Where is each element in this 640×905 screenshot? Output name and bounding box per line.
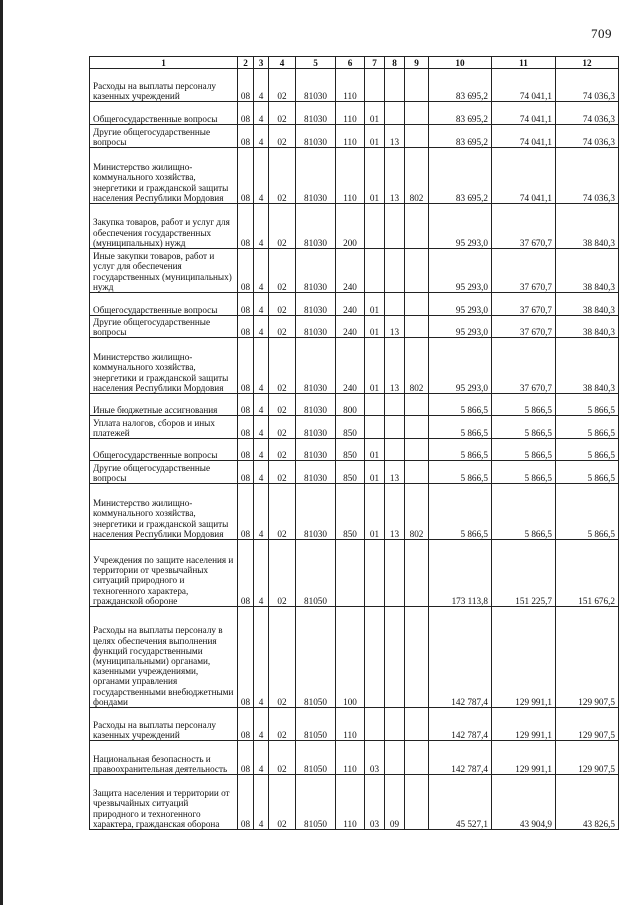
cell-section	[365, 249, 385, 293]
cell-subsection-code	[385, 540, 405, 607]
cell-direction: 81030	[296, 148, 336, 204]
cell-name: Учреждения по защите населения и территории от чрезвычайных ситуаций природного и техногенного характера, гражданской обороне	[90, 540, 238, 607]
column-header-6: 6	[336, 57, 365, 69]
cell-program: 02	[269, 708, 296, 741]
cell-expense-type: 240	[336, 249, 365, 293]
cell-ministry	[405, 708, 429, 741]
cell-sum-2023: 95 293,0	[429, 204, 492, 249]
cell-sum-2025: 38 840,3	[556, 338, 619, 394]
cell-subsection-code	[385, 741, 405, 775]
cell-section: 01	[365, 148, 385, 204]
cell-sum-2024: 37 670,7	[492, 293, 556, 316]
cell-sum-2024: 37 670,7	[492, 204, 556, 249]
cell-subsection: 4	[254, 69, 269, 102]
cell-name: Другие общегосударственные вопросы	[90, 316, 238, 338]
cell-expense-type: 850	[336, 439, 365, 461]
cell-name: Другие общегосударственные вопросы	[90, 125, 238, 148]
cell-direction: 81030	[296, 394, 336, 416]
cell-razdel: 08	[238, 316, 254, 338]
cell-ministry	[405, 439, 429, 461]
cell-expense-type	[336, 540, 365, 607]
cell-subsection: 4	[254, 741, 269, 775]
cell-subsection-code	[385, 416, 405, 439]
cell-sum-2023: 5 866,5	[429, 394, 492, 416]
cell-subsection: 4	[254, 293, 269, 316]
cell-program: 02	[269, 125, 296, 148]
cell-ministry: 802	[405, 338, 429, 394]
cell-section	[365, 394, 385, 416]
cell-program: 02	[269, 293, 296, 316]
cell-subsection: 4	[254, 439, 269, 461]
table-row	[90, 102, 619, 125]
cell-name: Национальная безопасность и правоохранительная деятельность	[90, 741, 238, 775]
cell-section: 03	[365, 741, 385, 775]
cell-direction: 81050	[296, 708, 336, 741]
column-header-3: 3	[254, 57, 269, 69]
cell-direction: 81030	[296, 338, 336, 394]
cell-subsection: 4	[254, 204, 269, 249]
cell-section: 01	[365, 316, 385, 338]
cell-razdel: 08	[238, 484, 254, 540]
cell-expense-type: 800	[336, 394, 365, 416]
cell-sum-2024: 74 041,1	[492, 148, 556, 204]
cell-ministry	[405, 540, 429, 607]
cell-sum-2025: 129 907,5	[556, 607, 619, 708]
cell-sum-2024: 5 866,5	[492, 484, 556, 540]
cell-section	[365, 204, 385, 249]
cell-subsection: 4	[254, 775, 269, 830]
cell-subsection-code: 13	[385, 148, 405, 204]
column-header-5: 5	[296, 57, 336, 69]
cell-sum-2025: 74 036,3	[556, 125, 619, 148]
table-row	[90, 439, 619, 461]
cell-program: 02	[269, 338, 296, 394]
cell-section: 03	[365, 775, 385, 830]
cell-name: Уплата налогов, сборов и иных платежей	[90, 416, 238, 439]
cell-razdel: 08	[238, 293, 254, 316]
cell-sum-2023: 142 787,4	[429, 708, 492, 741]
table-row	[90, 338, 619, 394]
cell-section: 01	[365, 102, 385, 125]
table-row	[90, 316, 619, 338]
cell-sum-2025: 5 866,5	[556, 394, 619, 416]
cell-program: 02	[269, 461, 296, 484]
cell-subsection: 4	[254, 708, 269, 741]
cell-sum-2025: 38 840,3	[556, 204, 619, 249]
cell-name: Другие общегосударственные вопросы	[90, 461, 238, 484]
table-row	[90, 775, 619, 830]
cell-sum-2024: 74 041,1	[492, 125, 556, 148]
column-header-1: 1	[90, 57, 238, 69]
cell-program: 02	[269, 204, 296, 249]
cell-sum-2024: 151 225,7	[492, 540, 556, 607]
cell-section	[365, 540, 385, 607]
cell-subsection: 4	[254, 416, 269, 439]
cell-name: Иные бюджетные ассигнования	[90, 394, 238, 416]
cell-ministry	[405, 125, 429, 148]
cell-name: Иные закупки товаров, работ и услуг для обеспечения государственных (муниципальных) нужд	[90, 249, 238, 293]
column-header-12: 12	[556, 57, 619, 69]
cell-expense-type: 240	[336, 338, 365, 394]
cell-section: 01	[365, 461, 385, 484]
cell-expense-type: 110	[336, 102, 365, 125]
cell-sum-2024: 129 991,1	[492, 708, 556, 741]
cell-direction: 81030	[296, 316, 336, 338]
cell-sum-2025: 74 036,3	[556, 102, 619, 125]
cell-sum-2025: 151 676,2	[556, 540, 619, 607]
cell-sum-2025: 38 840,3	[556, 293, 619, 316]
cell-sum-2023: 45 527,1	[429, 775, 492, 830]
cell-direction: 81030	[296, 439, 336, 461]
cell-razdel: 08	[238, 204, 254, 249]
cell-direction: 81030	[296, 69, 336, 102]
cell-razdel: 08	[238, 540, 254, 607]
cell-sum-2025: 129 907,5	[556, 708, 619, 741]
cell-subsection-code: 13	[385, 316, 405, 338]
cell-ministry	[405, 102, 429, 125]
table-row	[90, 69, 619, 102]
cell-sum-2023: 95 293,0	[429, 316, 492, 338]
cell-subsection: 4	[254, 540, 269, 607]
cell-subsection-code: 13	[385, 125, 405, 148]
column-header-11: 11	[492, 57, 556, 69]
cell-ministry	[405, 741, 429, 775]
cell-sum-2025: 5 866,5	[556, 416, 619, 439]
table-row	[90, 293, 619, 316]
cell-direction: 81030	[296, 484, 336, 540]
cell-program: 02	[269, 416, 296, 439]
cell-expense-type: 850	[336, 484, 365, 540]
cell-direction: 81050	[296, 540, 336, 607]
table-row	[90, 148, 619, 204]
cell-sum-2023: 142 787,4	[429, 741, 492, 775]
cell-sum-2023: 83 695,2	[429, 148, 492, 204]
table-row	[90, 607, 619, 708]
cell-ministry	[405, 607, 429, 708]
cell-subsection-code: 09	[385, 775, 405, 830]
table-row	[90, 125, 619, 148]
table-row	[90, 416, 619, 439]
cell-ministry	[405, 461, 429, 484]
cell-sum-2023: 5 866,5	[429, 484, 492, 540]
cell-sum-2024: 5 866,5	[492, 394, 556, 416]
cell-subsection: 4	[254, 102, 269, 125]
table-row	[90, 741, 619, 775]
table-row	[90, 394, 619, 416]
cell-program: 02	[269, 316, 296, 338]
cell-name: Общегосударственные вопросы	[90, 102, 238, 125]
column-header-4: 4	[269, 57, 296, 69]
cell-expense-type: 240	[336, 316, 365, 338]
cell-sum-2023: 5 866,5	[429, 439, 492, 461]
cell-sum-2024: 5 866,5	[492, 439, 556, 461]
cell-subsection-code	[385, 439, 405, 461]
cell-section	[365, 708, 385, 741]
cell-name: Министерство жилищно-коммунального хозяйства, энергетики и гражданской защиты населения Республики Мордовия	[90, 148, 238, 204]
cell-razdel: 08	[238, 394, 254, 416]
table-row	[90, 484, 619, 540]
cell-razdel: 08	[238, 125, 254, 148]
cell-sum-2025: 74 036,3	[556, 69, 619, 102]
cell-expense-type: 110	[336, 708, 365, 741]
budget-table-wrapper	[89, 56, 619, 830]
cell-sum-2023: 173 113,8	[429, 540, 492, 607]
cell-sum-2024: 74 041,1	[492, 102, 556, 125]
cell-sum-2025: 38 840,3	[556, 316, 619, 338]
cell-program: 02	[269, 540, 296, 607]
cell-ministry: 802	[405, 148, 429, 204]
cell-sum-2024: 74 041,1	[492, 69, 556, 102]
cell-section	[365, 416, 385, 439]
cell-subsection: 4	[254, 316, 269, 338]
cell-sum-2023: 83 695,2	[429, 102, 492, 125]
cell-section: 01	[365, 125, 385, 148]
cell-subsection: 4	[254, 607, 269, 708]
cell-name: Министерство жилищно-коммунального хозяйства, энергетики и гражданской защиты населения Республики Мордовия	[90, 338, 238, 394]
page-number: 709	[591, 26, 612, 41]
cell-sum-2024: 5 866,5	[492, 461, 556, 484]
cell-sum-2023: 83 695,2	[429, 125, 492, 148]
cell-direction: 81030	[296, 461, 336, 484]
cell-section	[365, 69, 385, 102]
cell-subsection: 4	[254, 484, 269, 540]
table-body	[90, 69, 619, 830]
cell-program: 02	[269, 775, 296, 830]
cell-section: 01	[365, 484, 385, 540]
cell-name: Общегосударственные вопросы	[90, 293, 238, 316]
header-row	[90, 57, 619, 69]
cell-direction: 81030	[296, 416, 336, 439]
cell-sum-2025: 74 036,3	[556, 148, 619, 204]
cell-subsection-code	[385, 394, 405, 416]
cell-expense-type: 110	[336, 125, 365, 148]
cell-sum-2024: 129 991,1	[492, 607, 556, 708]
scan-edge	[0, 0, 3, 905]
cell-sum-2024: 37 670,7	[492, 249, 556, 293]
cell-expense-type: 200	[336, 204, 365, 249]
cell-expense-type: 110	[336, 775, 365, 830]
cell-subsection-code	[385, 708, 405, 741]
cell-ministry	[405, 394, 429, 416]
cell-subsection: 4	[254, 394, 269, 416]
cell-expense-type: 100	[336, 607, 365, 708]
cell-program: 02	[269, 148, 296, 204]
cell-subsection-code	[385, 102, 405, 125]
cell-razdel: 08	[238, 102, 254, 125]
cell-section: 01	[365, 439, 385, 461]
cell-program: 02	[269, 439, 296, 461]
cell-subsection-code: 13	[385, 484, 405, 540]
cell-sum-2025: 5 866,5	[556, 439, 619, 461]
cell-ministry	[405, 775, 429, 830]
cell-program: 02	[269, 249, 296, 293]
cell-name: Общегосударственные вопросы	[90, 439, 238, 461]
cell-expense-type: 240	[336, 293, 365, 316]
cell-razdel: 08	[238, 338, 254, 394]
cell-direction: 81050	[296, 607, 336, 708]
cell-razdel: 08	[238, 439, 254, 461]
cell-razdel: 08	[238, 148, 254, 204]
cell-ministry	[405, 204, 429, 249]
cell-name: Расходы на выплаты персоналу в целях обеспечения выполнения функций государственными (муниципальными) органами, казенными учреждениями, органами управления государственными внебюджетными фондами	[90, 607, 238, 708]
cell-sum-2025: 5 866,5	[556, 484, 619, 540]
table-row	[90, 204, 619, 249]
cell-sum-2024: 129 991,1	[492, 741, 556, 775]
cell-ministry: 802	[405, 484, 429, 540]
cell-direction: 81030	[296, 249, 336, 293]
column-header-8: 8	[385, 57, 405, 69]
cell-expense-type: 850	[336, 416, 365, 439]
cell-sum-2024: 37 670,7	[492, 338, 556, 394]
cell-sum-2023: 95 293,0	[429, 293, 492, 316]
cell-subsection-code: 13	[385, 461, 405, 484]
cell-sum-2025: 5 866,5	[556, 461, 619, 484]
cell-razdel: 08	[238, 69, 254, 102]
cell-subsection: 4	[254, 338, 269, 394]
column-header-7: 7	[365, 57, 385, 69]
cell-direction: 81050	[296, 741, 336, 775]
cell-sum-2025: 129 907,5	[556, 741, 619, 775]
cell-razdel: 08	[238, 461, 254, 484]
cell-direction: 81030	[296, 102, 336, 125]
cell-ministry	[405, 249, 429, 293]
cell-subsection-code	[385, 607, 405, 708]
cell-subsection: 4	[254, 461, 269, 484]
cell-expense-type: 110	[336, 148, 365, 204]
cell-program: 02	[269, 484, 296, 540]
cell-sum-2025: 38 840,3	[556, 249, 619, 293]
cell-sum-2024: 43 904,9	[492, 775, 556, 830]
cell-razdel: 08	[238, 249, 254, 293]
cell-expense-type: 110	[336, 741, 365, 775]
cell-expense-type: 850	[336, 461, 365, 484]
cell-razdel: 08	[238, 416, 254, 439]
cell-ministry	[405, 69, 429, 102]
cell-razdel: 08	[238, 708, 254, 741]
cell-sum-2023: 5 866,5	[429, 416, 492, 439]
table-row	[90, 461, 619, 484]
cell-program: 02	[269, 607, 296, 708]
cell-razdel: 08	[238, 607, 254, 708]
cell-razdel: 08	[238, 775, 254, 830]
table-row	[90, 249, 619, 293]
cell-direction: 81050	[296, 775, 336, 830]
cell-sum-2023: 83 695,2	[429, 69, 492, 102]
cell-sum-2023: 95 293,0	[429, 249, 492, 293]
cell-name: Закупка товаров, работ и услуг для обеспечения государственных (муниципальных) нужд	[90, 204, 238, 249]
cell-expense-type: 110	[336, 69, 365, 102]
table-row	[90, 708, 619, 741]
cell-subsection-code	[385, 293, 405, 316]
cell-section: 01	[365, 338, 385, 394]
cell-direction: 81030	[296, 125, 336, 148]
cell-sum-2025: 43 826,5	[556, 775, 619, 830]
cell-sum-2024: 5 866,5	[492, 416, 556, 439]
cell-section	[365, 607, 385, 708]
cell-sum-2024: 37 670,7	[492, 316, 556, 338]
cell-subsection-code: 13	[385, 338, 405, 394]
cell-ministry	[405, 293, 429, 316]
cell-subsection: 4	[254, 148, 269, 204]
cell-razdel: 08	[238, 741, 254, 775]
cell-direction: 81030	[296, 293, 336, 316]
table-header	[90, 57, 619, 69]
column-header-9: 9	[405, 57, 429, 69]
cell-name: Расходы на выплаты персоналу казенных учреждений	[90, 69, 238, 102]
cell-subsection-code	[385, 249, 405, 293]
cell-sum-2023: 95 293,0	[429, 338, 492, 394]
cell-subsection-code	[385, 204, 405, 249]
cell-direction: 81030	[296, 204, 336, 249]
column-header-10: 10	[429, 57, 492, 69]
cell-ministry	[405, 316, 429, 338]
cell-section: 01	[365, 293, 385, 316]
cell-subsection: 4	[254, 125, 269, 148]
cell-program: 02	[269, 102, 296, 125]
cell-program: 02	[269, 394, 296, 416]
cell-ministry	[405, 416, 429, 439]
budget-table	[89, 56, 619, 830]
column-header-2: 2	[238, 57, 254, 69]
cell-name: Защита населения и территории от чрезвычайных ситуаций природного и техногенного характера, гражданская оборона	[90, 775, 238, 830]
cell-subsection-code	[385, 69, 405, 102]
cell-sum-2023: 142 787,4	[429, 607, 492, 708]
cell-program: 02	[269, 741, 296, 775]
cell-subsection: 4	[254, 249, 269, 293]
cell-sum-2023: 5 866,5	[429, 461, 492, 484]
cell-program: 02	[269, 69, 296, 102]
table-row	[90, 540, 619, 607]
cell-name: Расходы на выплаты персоналу казенных учреждений	[90, 708, 238, 741]
cell-name: Министерство жилищно-коммунального хозяйства, энергетики и гражданской защиты населения Республики Мордовия	[90, 484, 238, 540]
